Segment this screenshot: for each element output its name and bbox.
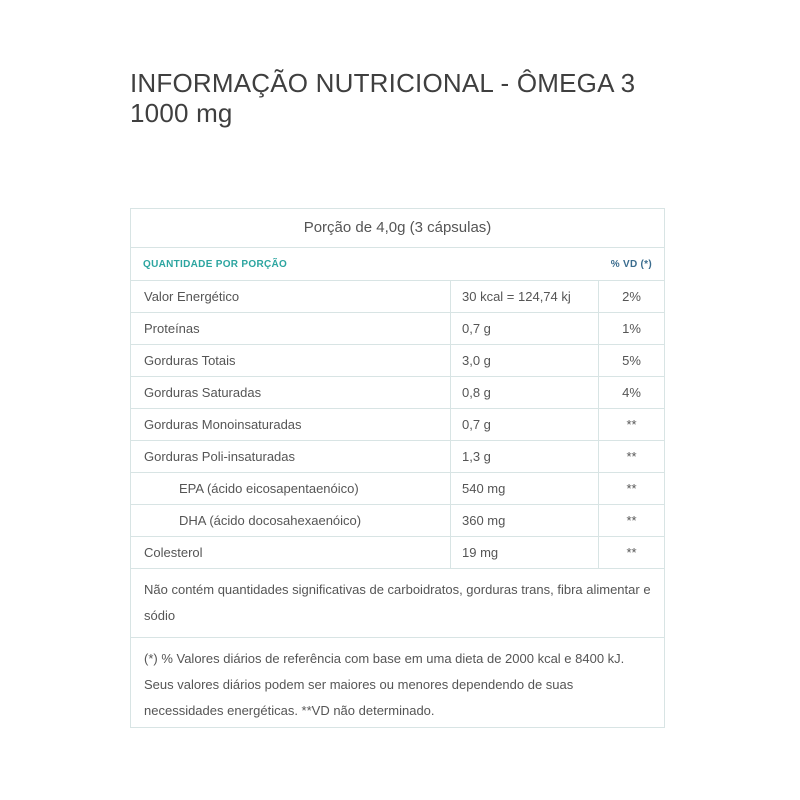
table-row: [131, 473, 664, 505]
nutrient-daily-value: **: [626, 481, 637, 496]
nutrient-daily-value: 1%: [622, 321, 641, 336]
page-title: [130, 68, 690, 128]
nutrient-name: Valor Energético: [131, 281, 451, 312]
nutrient-name: DHA (ácido docosahexaenóico): [131, 505, 451, 536]
nutrient-name: Gorduras Poli-insaturadas: [131, 441, 451, 472]
page-title-line-2: 1000 mg: [130, 98, 233, 128]
nutrient-name: Gorduras Saturadas: [131, 377, 451, 408]
table-header: [131, 248, 664, 281]
nutrient-name: EPA (ácido eicosapentaenóico): [131, 473, 451, 504]
nutrient-amount: 1,3 g: [451, 441, 599, 472]
table-row: [131, 377, 664, 409]
nutrient-daily-value: **: [626, 449, 637, 464]
nutrient-amount: 3,0 g: [451, 345, 599, 376]
nutrient-amount: 0,7 g: [451, 313, 599, 344]
nutrient-amount: 0,8 g: [451, 377, 599, 408]
nutrient-name: Proteínas: [131, 313, 451, 344]
nutrient-daily-value: **: [626, 417, 637, 432]
footnote-insignificant: Não contém quantidades significativas de carboidratos, gorduras trans, fibra alimentar e sódio: [131, 569, 664, 638]
nutrient-daily-value: 5%: [622, 353, 641, 368]
nutrient-daily-value: **: [626, 545, 637, 560]
nutrient-amount: 0,7 g: [451, 409, 599, 440]
table-row: [131, 345, 664, 377]
table-row: [131, 409, 664, 441]
footnote-daily-values: (*) % Valores diários de referência com base em uma dieta de 2000 kcal e 8400 kJ. Seus valores diários podem ser maiores ou menores dependendo de suas necessidades energéticas. **VD não determinado.: [144, 651, 625, 718]
table-row: [131, 441, 664, 473]
quantity-header: QUANTIDADE POR PORÇÃO: [143, 258, 288, 270]
table-row: [131, 313, 664, 345]
nutrient-name: Gorduras Monoinsaturadas: [131, 409, 451, 440]
nutrient-amount: 360 mg: [451, 505, 599, 536]
nutrition-table: [130, 208, 665, 728]
table-row: [131, 537, 664, 569]
table-row: [131, 505, 664, 537]
nutrient-amount: 19 mg: [451, 537, 599, 568]
portion-size: Porção de 4,0g (3 cápsulas): [131, 209, 664, 248]
nutrient-name: Colesterol: [131, 537, 451, 568]
nutrient-daily-value: 2%: [622, 289, 641, 304]
nutrient-daily-value: **: [626, 513, 637, 528]
table-row: [131, 281, 664, 313]
nutrient-daily-value: 4%: [622, 385, 641, 400]
nutrient-amount: 540 mg: [451, 473, 599, 504]
daily-value-header: % VD (*): [610, 258, 652, 270]
nutrient-name: Gorduras Totais: [131, 345, 451, 376]
nutrient-amount: 30 kcal = 124,74 kj: [451, 281, 599, 312]
page-title-line-1: INFORMAÇÃO NUTRICIONAL - ÔMEGA 3: [130, 68, 636, 98]
